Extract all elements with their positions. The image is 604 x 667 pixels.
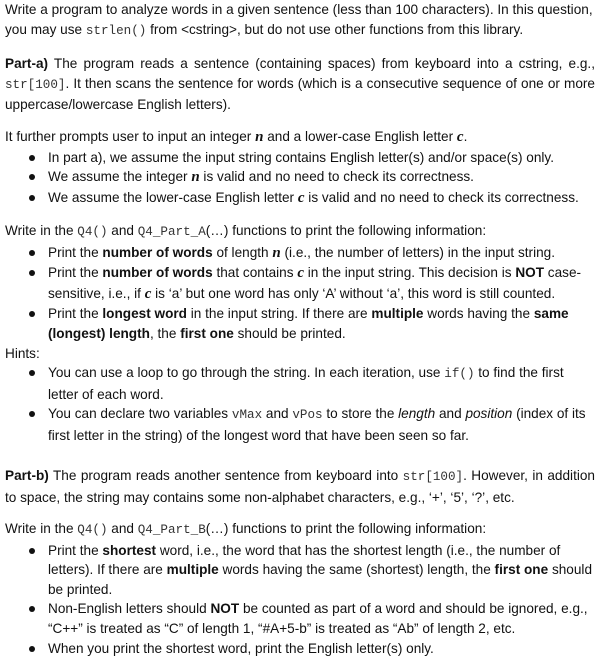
prompt-paragraph: It further prompts user to input an integer n and a lower-case English letter c. In part a), we assume the input string contains English letter(s) and/or space(s) only. We assume the integer n is valid and no need to check its correctness. We assume the lower-case English letter c is valid and no need to check its correctness. <box>5 127 595 208</box>
write-part-a-section: Write in the Q4() and Q4_Part_A(…) functions to print the following information: Print the number of words of length n (i.e., the number of letters) in the input string. Print the number of words that contains c in the input string. This decision is NOT case-sensitive, i.e., if c is ‘a’ but one word has only ‘A’ without ‘a’, this word is still counted. Print the longest word in the input string. If there are multiple words having the same (longest) length, the first one should be printed. Hints: You can use a loop to go through the string. In each iteration, use if() to find the first letter of each word. You can declare two variables vMax and vPos to store the length and position (index of its first letter in the string) of the longest word that have been seen so far. <box>5 221 595 446</box>
code-str100: str[100] <box>5 77 66 92</box>
write-part-b-section: Write in the Q4() and Q4_Part_B(…) functions to print the following information: Print the shortest word, i.e., the word that has the shortest length (i.e., the number of letters). If there are multiple words having the same (shortest) length, the first one should be printed. Non-English letters should NOT be counted as part of a word and should be ignored, e.g., “C++” is treated as “C” of length 1, “#A+5-b” is treated as “Ab” of length 2, etc. When you print the shortest word, print the English letter(s) only. <box>5 519 595 658</box>
assumption-item: In part a), we assume the input string contains English letter(s) and/or space(s) only. <box>5 148 595 168</box>
intro-line-1: Write a program to analyze words in a given sentence (less than 100 characters). In this question, <box>5 2 593 17</box>
var-c: c <box>456 129 464 145</box>
var-n: n <box>255 129 264 145</box>
part-b-label: Part-b) <box>5 468 49 483</box>
task-item: Print the longest word in the input string. If there are multiple words having the same (longest) length, the first one should be printed. <box>5 304 595 343</box>
function-q4-part-a: Q4_Part_A <box>137 225 206 239</box>
assumption-item: We assume the integer n is valid and no need to check its correctness. <box>5 167 595 188</box>
intro-paragraph <box>5 0 595 41</box>
function-q4-part-b: Q4_Part_B <box>137 523 206 537</box>
part-b-paragraph: Part-b) The program reads another sentence from keyboard into str[100]. However, in addition to space, the string may contains some non-alphabet characters, e.g., ‘+’, ‘5’, ‘?’, etc. <box>5 468 595 505</box>
hints-list <box>5 363 595 445</box>
part-b-task-list <box>5 541 595 659</box>
hint-item: You can use a loop to go through the string. In each iteration, use if() to find the first letter of each word. <box>5 363 595 404</box>
part-a-paragraph: Part-a) The program reads a sentence (containing spaces) from keyboard into a cstring, e.g., str[100]. It then scans the sentence for words (which is a consecutive sequence of one or more uppercase/lowercase English letters). <box>5 56 595 113</box>
hints-label: Hints: <box>5 345 40 361</box>
task-item: Print the number of words of length n (i.e., the number of letters) in the input string. <box>5 243 595 264</box>
intro-line-2: you may use strlen() from <cstring>, but do not use other functions from this library. <box>5 21 524 38</box>
task-item: When you print the shortest word, print the English letter(s) only. <box>5 639 595 659</box>
assumption-list <box>5 148 595 209</box>
task-item: Non-English letters should NOT be counted as part of a word and should be ignored, e.g., “C++” is treated as “C” of length 1, “#A+5-b” is treated as “Ab” of length 2, etc. <box>5 599 595 638</box>
assumption-item: We assume the lower-case English letter c is valid and no need to check its correctness. <box>5 188 595 209</box>
part-a-task-list <box>5 243 595 344</box>
code-strlen: strlen() <box>85 23 147 38</box>
task-item: Print the number of words that contains c in the input string. This decision is NOT case-sensitive, i.e., if c is ‘a’ but one word has only ‘A’ without ‘a’, this word is still counted. <box>5 263 595 304</box>
part-a-label: Part-a) <box>5 56 49 71</box>
task-item: Print the shortest word, i.e., the word that has the shortest length (i.e., the number of letters). If there are multiple words having the same (shortest) length, the first one should be printed. <box>5 541 595 600</box>
hint-item: You can declare two variables vMax and vPos to store the length and position (index of its first letter in the string) of the longest word that have been seen so far. <box>5 404 595 445</box>
